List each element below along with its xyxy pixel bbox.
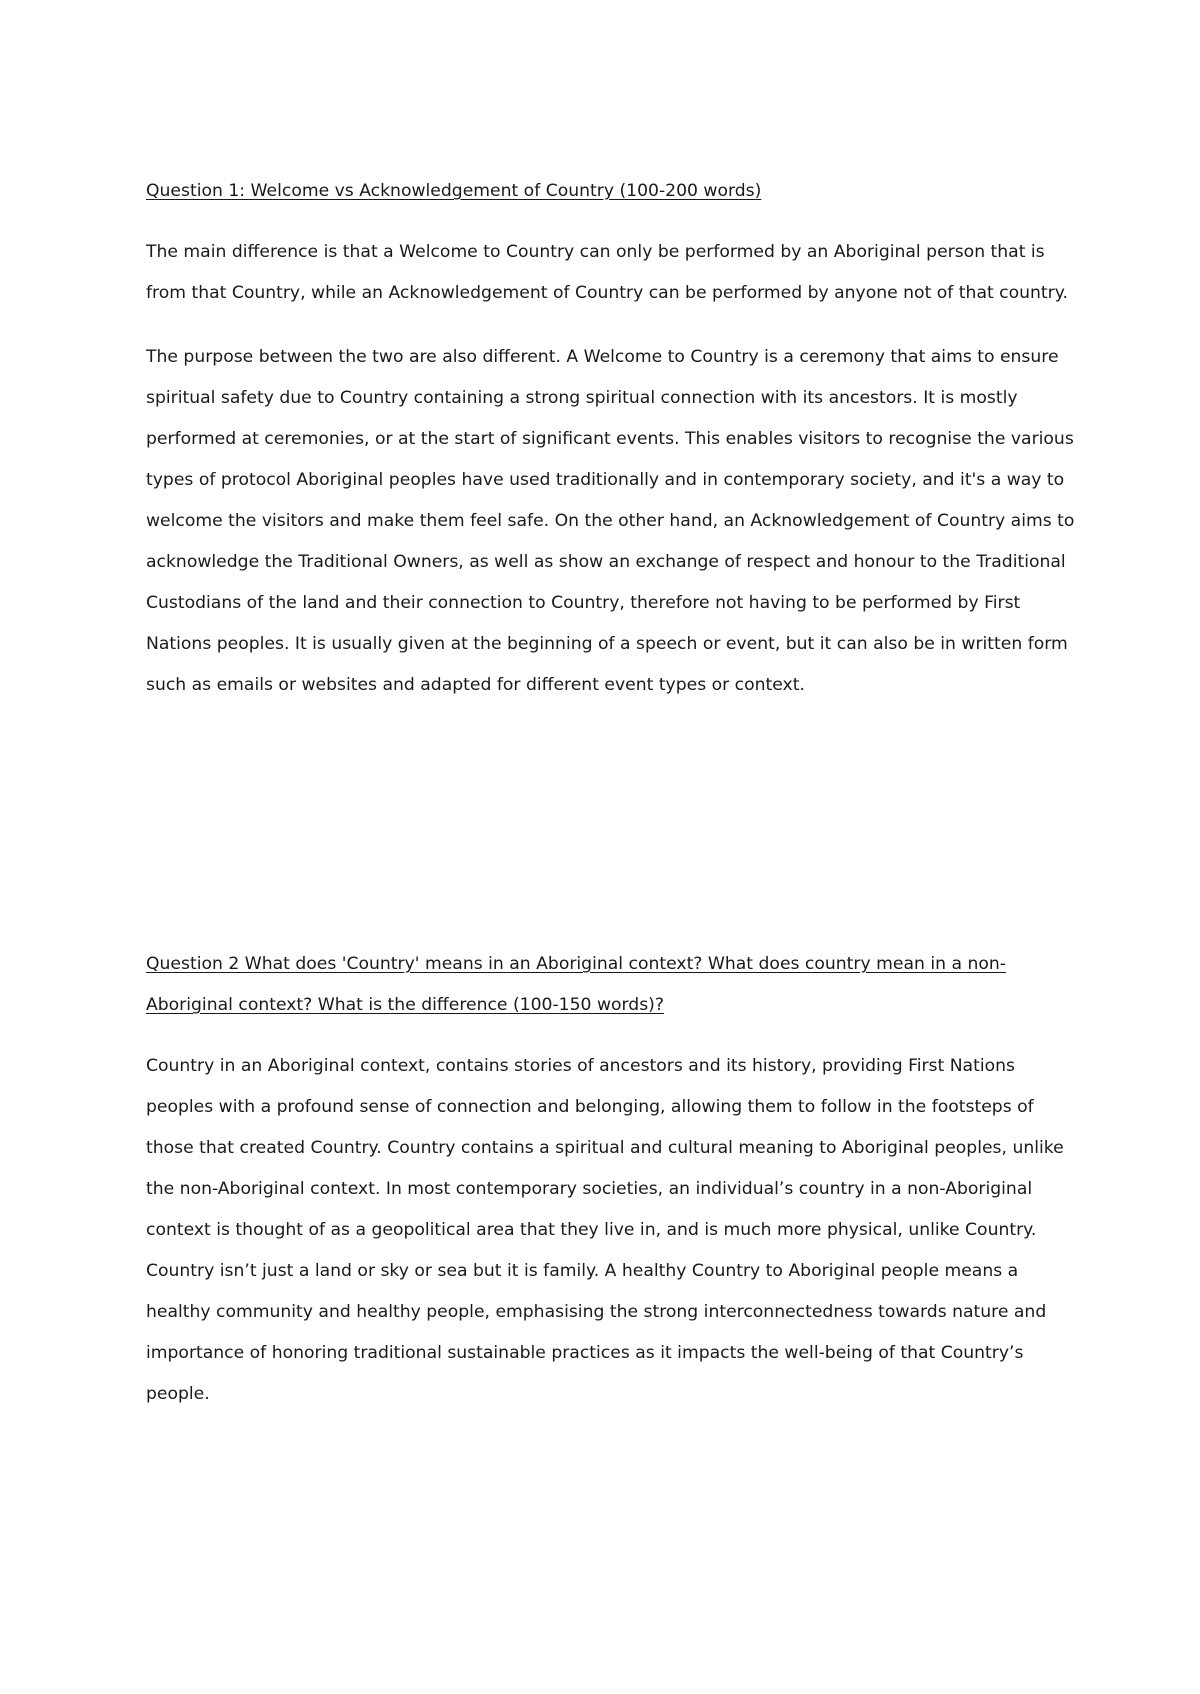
question-2-paragraph-1: Country in an Aboriginal context, contains stories of ancestors and its history, providing First Nations peoples with a profound sense of connection and belonging, allowing them to follow in the footsteps of those that created Country. Country contains a spiritual and cultural meaning to Aboriginal peoples, unlike the non-Aboriginal context. In most contemporary societies, an individual’s country in a non-Aboriginal context is thought of as a geopolitical area that they live in, and is much more physical, unlike Country. Country isn’t just a land or sky or sea but it is family. A healthy Country to Aboriginal people means a healthy community and healthy people, emphasising the strong interconnectedness towards nature and importance of honoring traditional sustainable practices as it impacts the well-being of that Country’s people. <box>146 1056 1064 1404</box>
question-1-section <box>146 171 1076 706</box>
question-1-heading: Question 1: Welcome vs Acknowledgement of Country (100-200 words) <box>146 181 762 201</box>
question-2-heading: Question 2 What does 'Country' means in an Aboriginal context? What does country mean in a non-Aboriginal context? What is the difference (100-150 words)? <box>146 954 1006 1015</box>
question-1-paragraph-1: The main difference is that a Welcome to Country can only be performed by an Aboriginal person that is from that Country, while an Acknowledgement of Country can be performed by anyone not of that country. <box>146 242 1068 303</box>
question-1-paragraph-2: The purpose between the two are also different. A Welcome to Country is a ceremony that aims to ensure spiritual safety due to Country containing a strong spiritual connection with its ancestors. It is mostly performed at ceremonies, or at the start of significant events. This enables visitors to recognise the various types of protocol Aboriginal peoples have used traditionally and in contemporary society, and it's a way to welcome the visitors and make them feel safe. On the other hand, an Acknowledgement of Country aims to acknowledge the Traditional Owners, as well as show an exchange of respect and honour to the Traditional Custodians of the land and their connection to Country, therefore not having to be performed by First Nations peoples. It is usually given at the beginning of a speech or event, but it can also be in written form such as emails or websites and adapted for different event types or context. <box>146 347 1075 695</box>
question-2-section <box>146 944 1076 1415</box>
